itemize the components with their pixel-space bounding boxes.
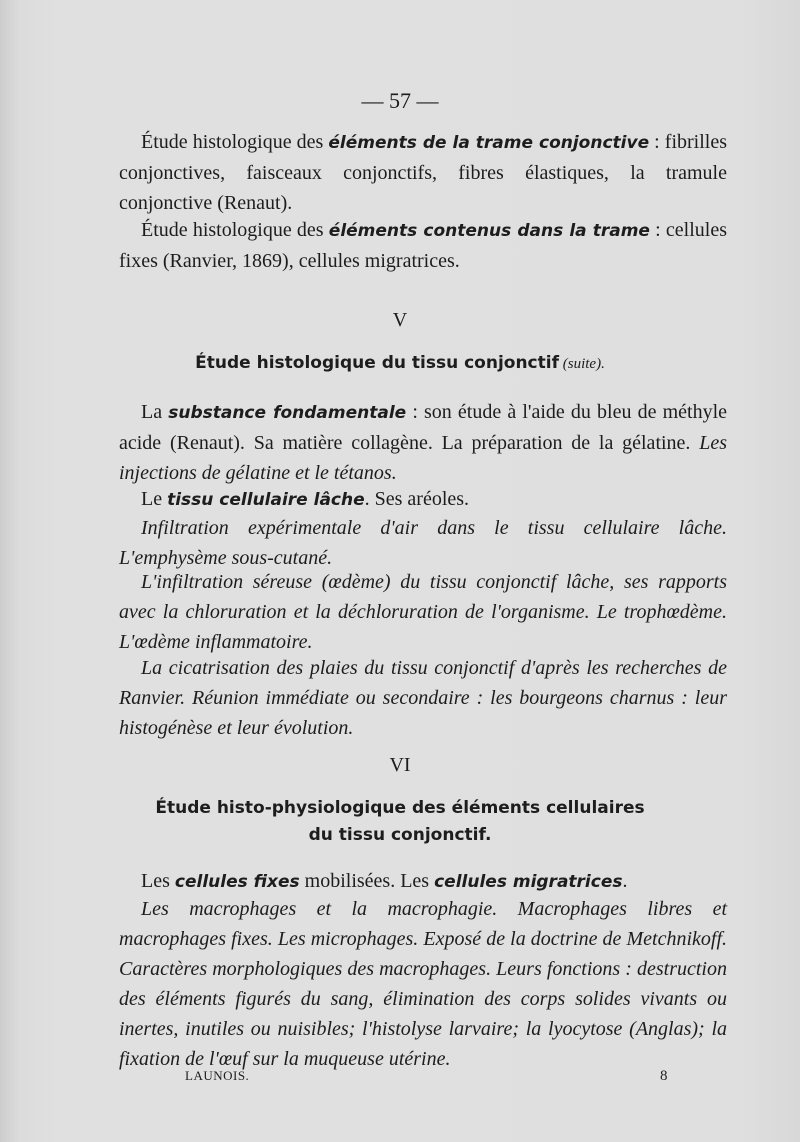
emphasis-text: tissu cellulaire lâche	[167, 490, 365, 510]
section-heading-vi-line1: Étude histo-physiologique des éléments cellulaires	[155, 798, 645, 818]
section-title: Étude histologique du tissu conjonctif	[195, 353, 559, 373]
text-run: . Ses aréoles.	[364, 488, 470, 510]
paragraph-tissu-cellulaire	[119, 484, 727, 515]
section-title-suite: (suite).	[559, 356, 605, 372]
emphasis-text: cellules fixes	[174, 872, 300, 892]
text-run: Le	[141, 488, 168, 510]
text-run: Les	[141, 870, 175, 892]
text-run: La	[141, 401, 169, 423]
section-heading-vi-line2: du tissu conjonctif.	[308, 825, 492, 845]
text-run: : fibrilles conjonctives, faisceaux conjonctifs, fibres élastiques, la tramule conjonctive (Renaut).	[119, 131, 727, 214]
emphasis-text: éléments de la trame conjonctive	[328, 133, 650, 153]
emphasis-text: éléments contenus dans la trame	[328, 221, 650, 241]
page-number: — 57 —	[361, 88, 439, 113]
paragraph-contained-elements	[119, 215, 727, 276]
footer-author: LAUNOIS.	[185, 1068, 250, 1083]
text-run: .	[622, 870, 628, 892]
paragraph-oedeme: L'infiltration séreuse (œdème) du tissu conjonctif lâche, ses rapports avec la chloruration et la déchloruration de l'organisme. Le trophœdème. L'œdème inflammatoire.	[119, 571, 727, 653]
section-numeral-v: V	[392, 309, 408, 331]
section-numeral-vi: VI	[389, 754, 411, 776]
paragraph-emphyseme: Infiltration expérimentale d'air dans le tissu cellulaire lâche. L'emphysème sous-cutané.	[119, 517, 727, 569]
section-heading-v	[0, 349, 800, 378]
text-run: : son étude à l'aide du bleu de méthyle acide (Renaut). Sa matière collagène. La préparation de la gélatine.	[119, 401, 728, 454]
emphasis-text: substance fondamentale	[168, 403, 407, 423]
italic-text: Les injections de gélatine et le tétanos.	[119, 432, 727, 484]
paragraph-cicatrisation: La cicatrisation des plaies du tissu conjonctif d'après les recherches de Ranvier. Réunion immédiate ou secondaire : les bourgeons charnus : leur histogénèse et leur évolution.	[119, 657, 727, 739]
paragraph-substance-fondamentale	[119, 397, 727, 488]
text-run: Étude histologique des	[141, 219, 329, 241]
text-run: Étude histologique des	[141, 131, 329, 153]
footer-signature: 8	[660, 1068, 668, 1084]
text-run: mobilisées. Les	[299, 870, 435, 892]
emphasis-text: cellules migratrices	[434, 872, 623, 892]
paragraph-trame-elements	[119, 127, 727, 218]
paragraph-macrophages: Les macrophages et la macrophagie. Macrophages libres et macrophages fixes. Les microphages. Exposé de la doctrine de Metchnikoff. Caractères morphologiques des macrophages. Leurs fonctions : destruction des éléments figurés du sang, élimination des corps solides vivants ou inertes, inutiles ou nuisibles; l'histolyse larvaire; la lyocytose (Anglas); la fixation de l'œuf sur la muqueuse utérine.	[119, 898, 727, 1070]
text-run: : cellules fixes (Ranvier, 1869), cellules migratrices.	[119, 219, 728, 272]
paragraph-cellules-fixes	[119, 866, 727, 897]
